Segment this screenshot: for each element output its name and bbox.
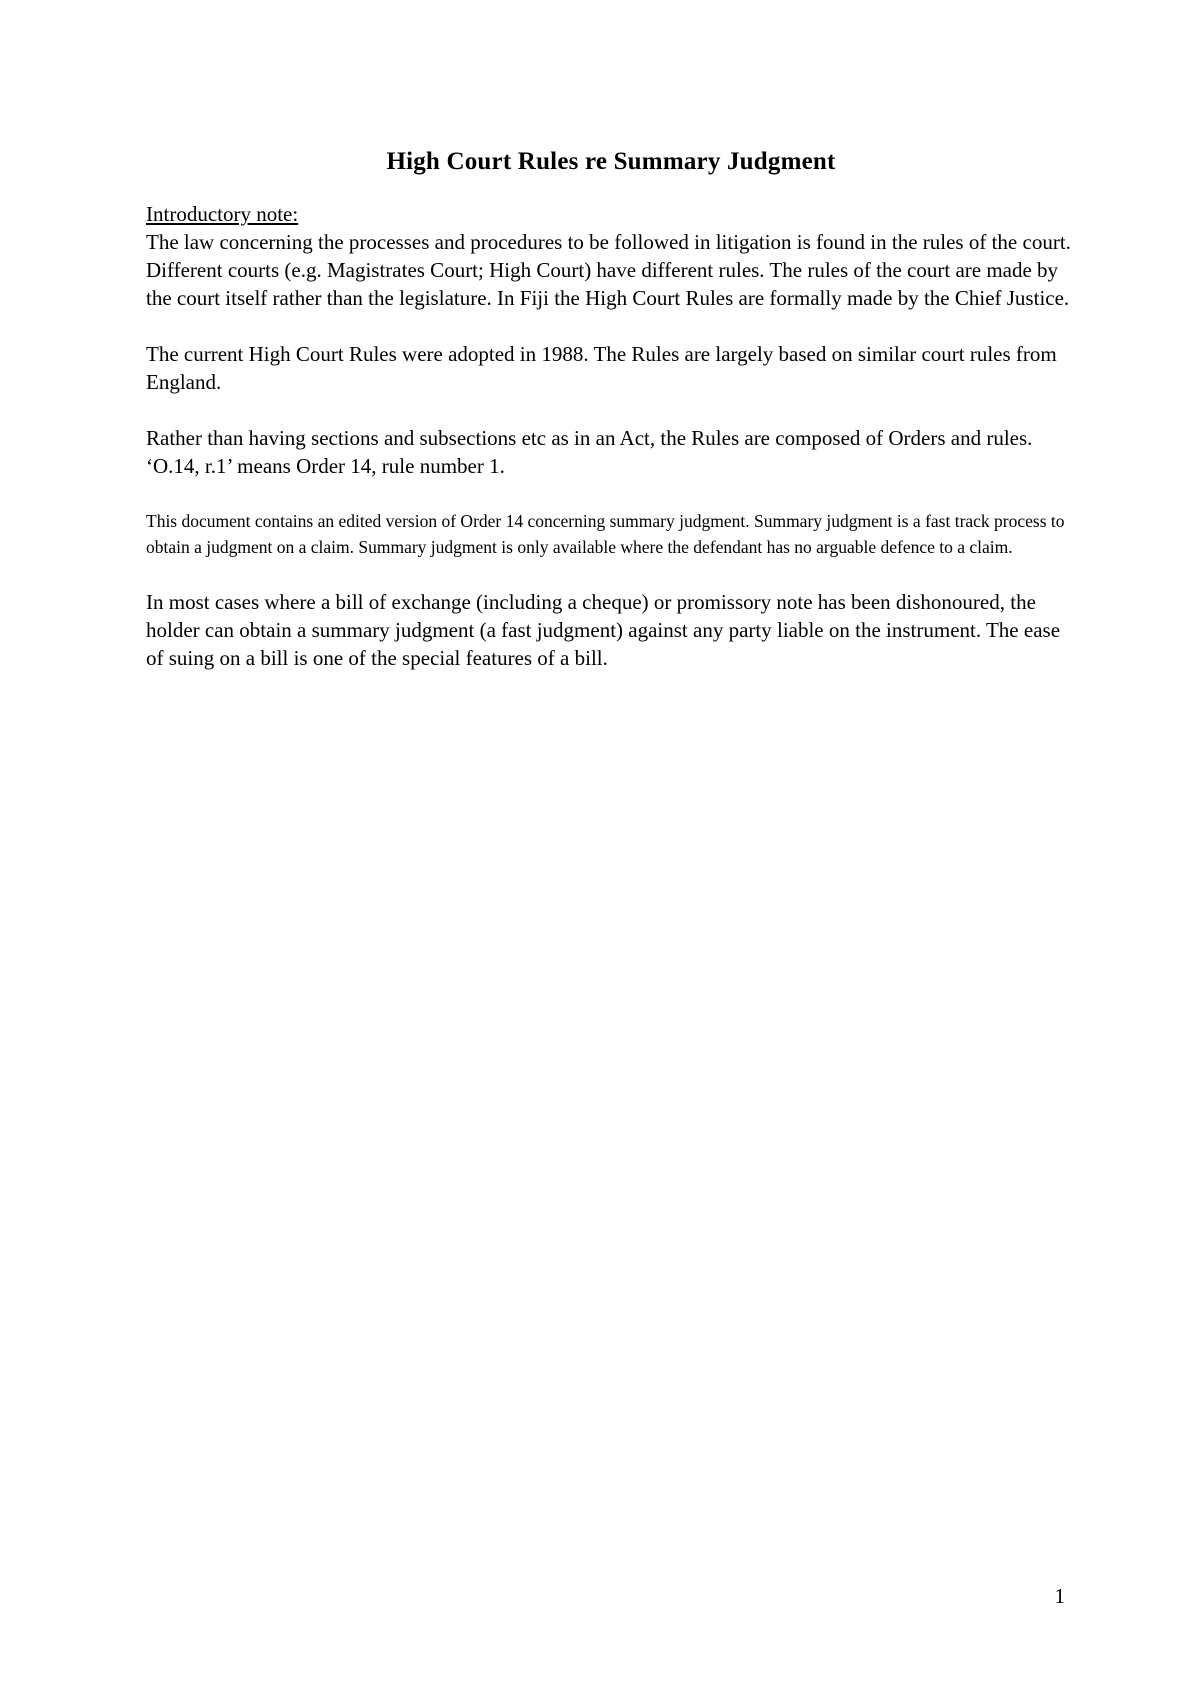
document-title: High Court Rules re Summary Judgment xyxy=(386,148,836,175)
paragraph-bill-of-exchange: In most cases where a bill of exchange (including a cheque) or promissory note has been dishonoured, the holder can obtain a summary judgment (a fast judgment) against any party liable on the instrument. The ease of suing on a bill is one of the special features of a bill. xyxy=(146,590,1061,670)
paragraph-orders-and-rules: Rather than having sections and subsections etc as in an Act, the Rules are composed of Orders and rules. ‘O.14, r.1’ means Order 14, rule number 1. xyxy=(146,426,1033,478)
paragraph-order-14-summary: This document contains an edited version of Order 14 concerning summary judgment. Summary judgment is a fast track process to obtain a judgment on a claim. Summary judgment is only available where the defendant has no arguable defence to a claim. xyxy=(146,511,1065,557)
page-number: 1 xyxy=(1054,1584,1065,1608)
paragraph-current-rules: The current High Court Rules were adopted in 1988. The Rules are largely based on similar court rules from England. xyxy=(146,342,1057,394)
paragraph-rules-of-court: The law concerning the processes and procedures to be followed in litigation is found in the rules of the court. Different courts (e.g. Magistrates Court; High Court) have different rules. The rules of the court are made by the court itself rather than the legislature. In Fiji the High Court Rules are formally made by the Chief Justice. xyxy=(146,230,1071,310)
introductory-note-heading: Introductory note: xyxy=(146,202,299,226)
document-body xyxy=(146,146,1076,700)
